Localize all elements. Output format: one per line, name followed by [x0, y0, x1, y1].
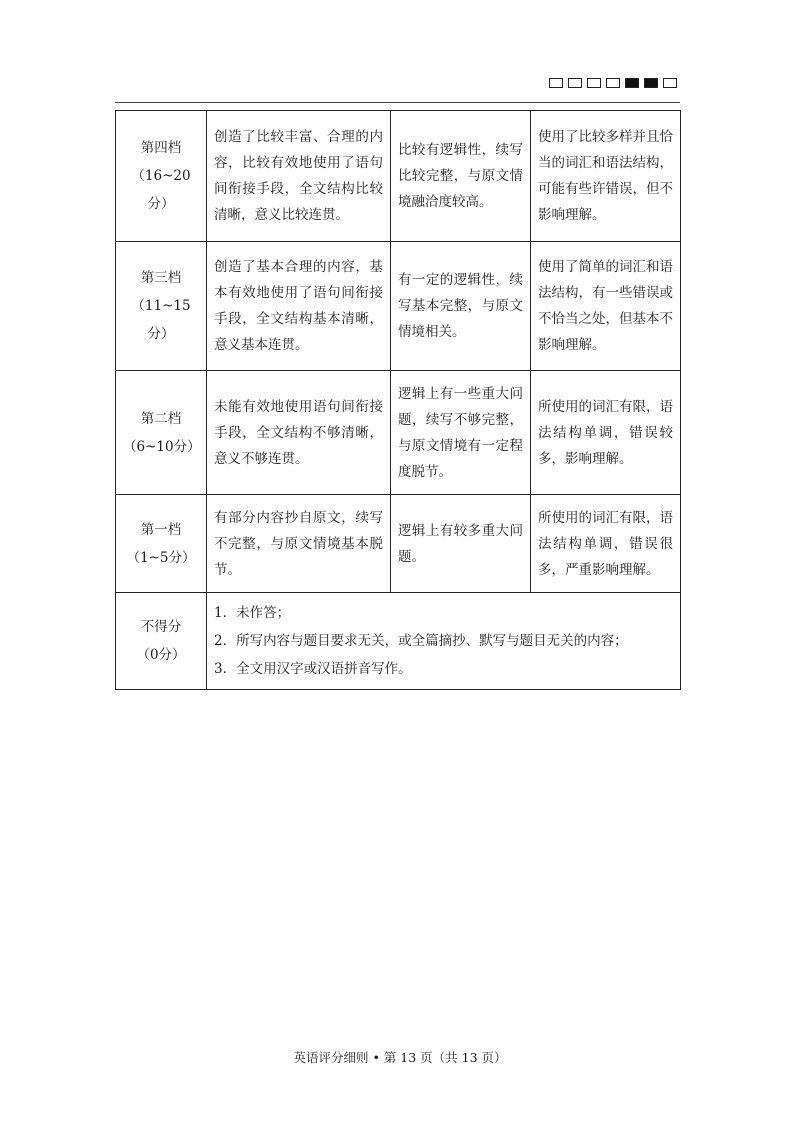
grade-cell	[116, 593, 207, 690]
position-mark-5	[625, 78, 639, 88]
zero-criteria-list	[214, 593, 673, 689]
content-criteria: 未能有效地使用语句间衔接手段，全文结构不够清晰，意义不够连贯。	[207, 371, 391, 495]
zero-criteria-item: 3．全文用汉字或汉语拼音写作。	[214, 661, 412, 677]
grade-cell	[116, 111, 207, 242]
position-mark-2	[568, 78, 582, 88]
grade-range: （1~5分）	[126, 549, 196, 566]
rubric-row-level-2	[116, 371, 681, 495]
rubric-row-zero	[116, 593, 681, 690]
grade-cell	[116, 242, 207, 371]
zero-criteria-item: 1．未作答；	[214, 605, 291, 621]
content-criteria: 创造了基本合理的内容，基本有效地使用了语句间衔接手段，全文结构基本清晰，意义基本连贯。	[207, 242, 391, 371]
position-mark-1	[549, 78, 563, 88]
language-criteria: 使用了简单的词汇和语法结构，有一些错误或不恰当之处，但基本不影响理解。	[531, 242, 681, 371]
scoring-rubric-table	[115, 110, 681, 690]
grade-range: （6~10分）	[123, 438, 201, 455]
content-criteria: 有部分内容抄自原文，续写不完整，与原文情境基本脱节。	[207, 495, 391, 593]
grade-range: （0分）	[136, 647, 186, 663]
grade-name: 第三档	[140, 270, 182, 286]
logic-criteria: 有一定的逻辑性，续写基本完整，与原文情境相关。	[391, 242, 531, 371]
position-mark-6	[644, 78, 658, 88]
page-position-marks	[549, 78, 677, 88]
header-rule	[115, 102, 680, 103]
grade-name: 第一档	[140, 521, 182, 538]
language-criteria: 使用了比较多样并且恰当的词汇和语法结构，可能有些许错误，但不影响理解。	[531, 111, 681, 242]
language-criteria: 所使用的词汇有限，语法结构单调，错误较多，影响理解。	[531, 371, 681, 495]
grade-cell	[116, 371, 207, 495]
logic-criteria: 逻辑上有较多重大问题。	[391, 495, 531, 593]
grade-range: （11~15分）	[131, 298, 191, 342]
page-footer: 英语评分细则 • 第 13 页（共 13 页）	[293, 1050, 507, 1065]
content-criteria: 创造了比较丰富、合理的内容，比较有效地使用了语句间衔接手段，全文结构比较清晰，意义比较连贯。	[207, 111, 391, 242]
rubric-row-level-1	[116, 495, 681, 593]
zero-criteria	[207, 593, 681, 690]
logic-criteria: 逻辑上有一些重大问题，续写不够完整，与原文情境有一定程度脱节。	[391, 371, 531, 495]
grade-name: 第二档	[140, 410, 182, 427]
grade-range: （16~20分）	[131, 168, 191, 212]
position-mark-7	[663, 78, 677, 88]
logic-criteria: 比较有逻辑性，续写比较完整，与原文情境融洽度较高。	[391, 111, 531, 242]
position-mark-3	[587, 78, 601, 88]
grade-name: 不得分	[140, 619, 182, 635]
rubric-row-level-3	[116, 242, 681, 371]
grade-name: 第四档	[140, 140, 182, 156]
rubric-row-level-4	[116, 111, 681, 242]
grade-cell	[116, 495, 207, 593]
position-mark-4	[606, 78, 620, 88]
language-criteria: 所使用的词汇有限，语法结构单调，错误很多，严重影响理解。	[531, 495, 681, 593]
zero-criteria-item: 2．所写内容与题目要求无关，或全篇摘抄、默写与题目无关的内容；	[214, 633, 628, 649]
